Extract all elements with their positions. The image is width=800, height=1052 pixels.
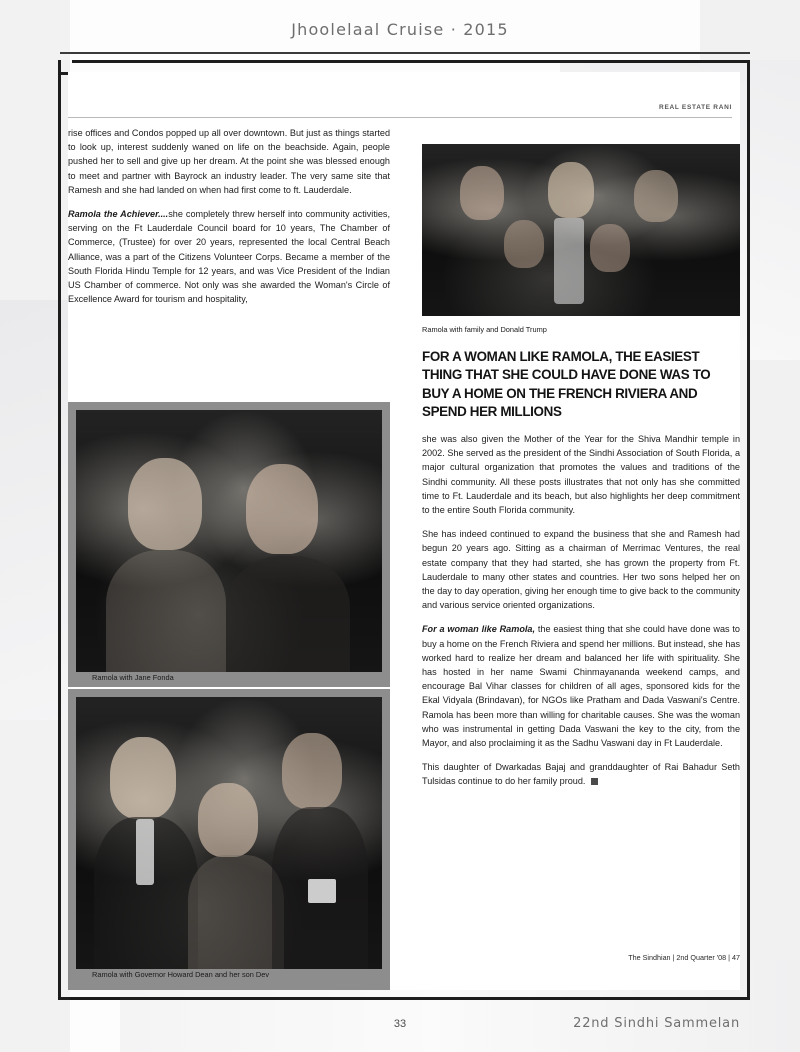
magazine-page — [68, 72, 740, 990]
frame-edge-right — [747, 60, 750, 986]
page-number: 33 — [393, 1018, 407, 1030]
photo-mat-fonda — [68, 402, 390, 687]
frame-edge-left — [58, 74, 61, 1000]
caption-fonda: Ramola with Jane Fonda — [92, 673, 174, 682]
right-paragraph-3-text: the easiest thing that she could have done was to buy a home on the French Riviera and spend her millions. But instead, she has worked hard to realize her dream and balanced her life with spirituality. She has hosted in her name Swami Chinmayananda weekend camps, and encourage Bal Vihar classes for children of all ages, sponsored kids for the Ekal Vidyala (Brindavan), for NGOs like Pratham and Dada Vaswani's Centre. Ramola has been more than willing for charitable causes. She was the woman who was instrumental in getting Dada Vaswani the key to the city, from the Mayor, and also proclaiming it as the Sadhu Vaswani day in Ft Lauderdale. — [422, 624, 740, 749]
left-paragraph-2-lead: Ramola the Achiever.... — [68, 209, 169, 220]
photo-trump-figure-1 — [460, 166, 504, 220]
masthead-title: Jhoolelaal Cruise · 2015 — [291, 20, 509, 39]
right-paragraph-3-lead: For a woman like Ramola, — [422, 624, 535, 635]
masthead-rule — [60, 52, 750, 54]
photo-dean-body-2 — [188, 855, 284, 969]
right-paragraph-1: she was also given the Mother of the Year for the Shiva Mandhir temple in 2002. She served as the president of the Sindhi Association of South Florida, a major cultural organization that promotes the values and traditions of the Sindhi community. All these posts illustrates that not only has she committed time to Ft. Lauderdale and its beach, but also highlights her deep commitment to the entire South Florida community. — [422, 434, 740, 516]
photo-mat-dean — [68, 689, 390, 990]
caption-trump: Ramola with family and Donald Trump — [422, 325, 547, 334]
left-paragraph-2 — [68, 207, 390, 306]
photo-trump-figure-5 — [590, 224, 630, 272]
photo-trump-figure-4 — [504, 220, 544, 268]
left-text-column — [68, 126, 390, 316]
issue-credit: The Sindhian | 2nd Quarter '08 | 47 — [628, 953, 740, 962]
event-footer: 22nd Sindhi Sammelan — [573, 1016, 740, 1031]
photo-ramola-with-trump — [422, 144, 740, 316]
photo-ramola-with-howard-dean — [76, 697, 382, 969]
pull-quote: FOR A WOMAN LIKE RAMOLA, THE EASIEST THING THAT SHE COULD HAVE DONE WAS TO BUY A HOME ON THE FRENCH RIVIERA AND SPEND HER MILLIONS — [422, 349, 711, 420]
photo-trump-shirt — [554, 218, 584, 304]
photo-ramola-with-jane-fonda — [76, 410, 382, 672]
photo-fonda-face-2 — [246, 464, 318, 554]
left-paragraph-1: rise offices and Condos popped up all over downtown. But just as things started to look up, interest suddenly waned on life on the beachside. Again, people pushed her to sell and give up her dream. At the point she was blessed enough to meet and partner with Bayrock an industry leader. The very same site that Ramesh and she had landed on when had first come to ft. Lauderdale. — [68, 128, 390, 195]
frame-notch-bottom-right-v — [747, 984, 750, 1000]
photo-trump-figure-2 — [548, 162, 594, 218]
photo-dean-face-2 — [198, 783, 258, 857]
caption-dean: Ramola with Governor Howard Dean and her son Dev — [92, 970, 270, 979]
frame-edge-top — [72, 60, 750, 63]
right-text-column — [422, 432, 740, 799]
end-of-article-mark — [591, 778, 598, 785]
frame-edge-bottom — [58, 997, 736, 1000]
photo-dean-name-badge — [308, 879, 336, 903]
right-paragraph-3 — [422, 622, 740, 750]
right-paragraph-2: She has indeed continued to expand the business that she and Ramesh had begun 20 years ago. Sitting as a chairman of Merrimac Ventures, the real estate company that they had started, she has grown the property from Ft. Lauderdale to many other states and countries. Her two sons helped her on the day to day operation, giving her enough time to give back to the community and various service oriented organizations. — [422, 529, 740, 611]
photo-dean-face-3 — [282, 733, 342, 809]
photo-dean-face-1 — [110, 737, 176, 819]
right-paragraph-4 — [422, 760, 740, 788]
photo-trump-figure-3 — [634, 170, 678, 222]
photo-fonda-face-1 — [128, 458, 202, 550]
photo-fonda-body-1 — [106, 550, 226, 672]
section-kicker: REAL ESTATE RANI — [659, 104, 732, 111]
right-paragraph-4-text: This daughter of Dwarkadas Bajaj and granddaughter of Rai Bahadur Seth Tulsidas continue to do her family proud. — [422, 762, 740, 787]
photo-fonda-body-2 — [226, 556, 350, 672]
left-paragraph-2-text: she completely threw herself into community activities, serving on the Ft Lauderdale Council board for 10 years, The Chamber of Commerce, (Trustee) for over 20 years, represented the local Central Beach Alliance, was a part of the Citizens Volunteer Corps. Became a member of the South Florida Hindu Temple for 12 years, and was Vice President of the Indian US Chamber of commerce. Not only was she awarded the Woman's Circle of Excellence Award for tourism and hospitality, — [68, 209, 391, 305]
kicker-rule — [68, 117, 732, 118]
photo-dean-shirt — [136, 819, 154, 885]
